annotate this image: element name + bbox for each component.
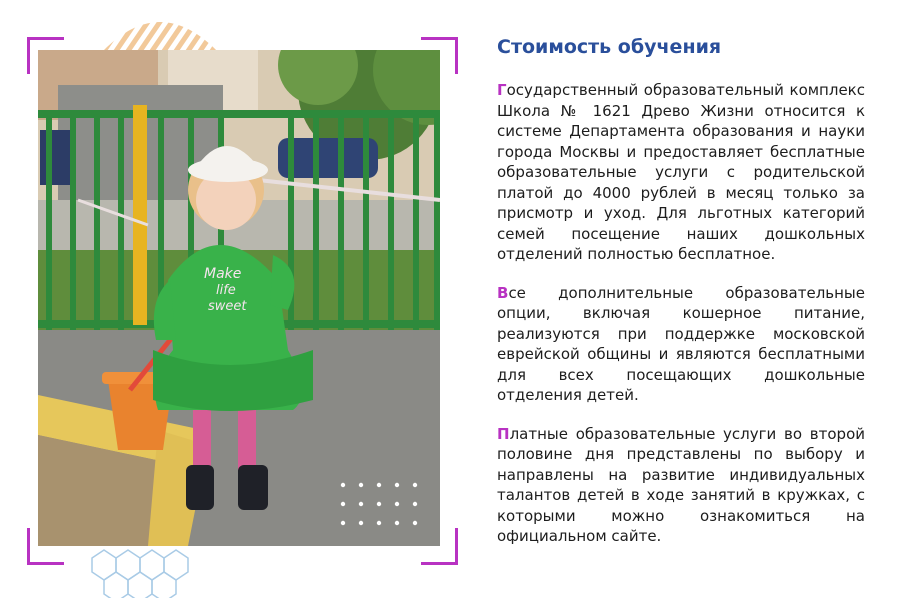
- paragraph-lead-letter: П: [497, 424, 510, 443]
- frame-corner-bottom-left: [27, 528, 64, 565]
- paragraph-paid-services: [497, 424, 865, 547]
- page-title: Стоимость обучения: [497, 36, 722, 58]
- content-column: [497, 34, 865, 565]
- paragraph-state-complex: [497, 80, 865, 265]
- frame-corner-bottom-right: [421, 528, 458, 565]
- paragraph-lead-letter: Г: [497, 81, 507, 99]
- child-photo: [38, 50, 440, 546]
- paragraph-text: латные образовательные услуги во второй половине дня представлены по выбору и направлены на развитие индивидуальных талантов детей в ходе занятий в кружках, с которыми можно ознакомиться на официальном сайте.: [497, 424, 865, 545]
- shirt-text-line-1: Make: [204, 266, 242, 282]
- shirt-text-line-3: sweet: [208, 299, 247, 314]
- decorative-stripes: [90, 10, 230, 54]
- shirt-text-line-2: life: [216, 283, 236, 298]
- paragraph-text: се дополнительные образовательные опции, включая кошерное питание, реализуются при поддержке московской еврейской общины и являются бесплатными для всех посещающих дошкольные отделения детей.: [497, 283, 865, 404]
- paragraph-lead-letter: В: [497, 283, 509, 302]
- frame-corner-top-left: [27, 37, 64, 74]
- hexagon-pattern-decoration: [82, 544, 200, 598]
- paragraph-additional-options: [497, 283, 865, 406]
- paragraph-text: осударственный образовательный комплекс Школа № 1621 Древо Жизни относится к системе Департамента образования и науки города Москвы и предоставляет бесплатные образовательные услуги с родительской платой до 4000 рублей в месяц только за присмотр и уход. Для льготных категорий семей посещение наших дошкольных отделений полностью бесплатное.: [497, 81, 865, 263]
- frame-corner-top-right: [421, 37, 458, 74]
- dot-grid-decoration: [338, 480, 420, 530]
